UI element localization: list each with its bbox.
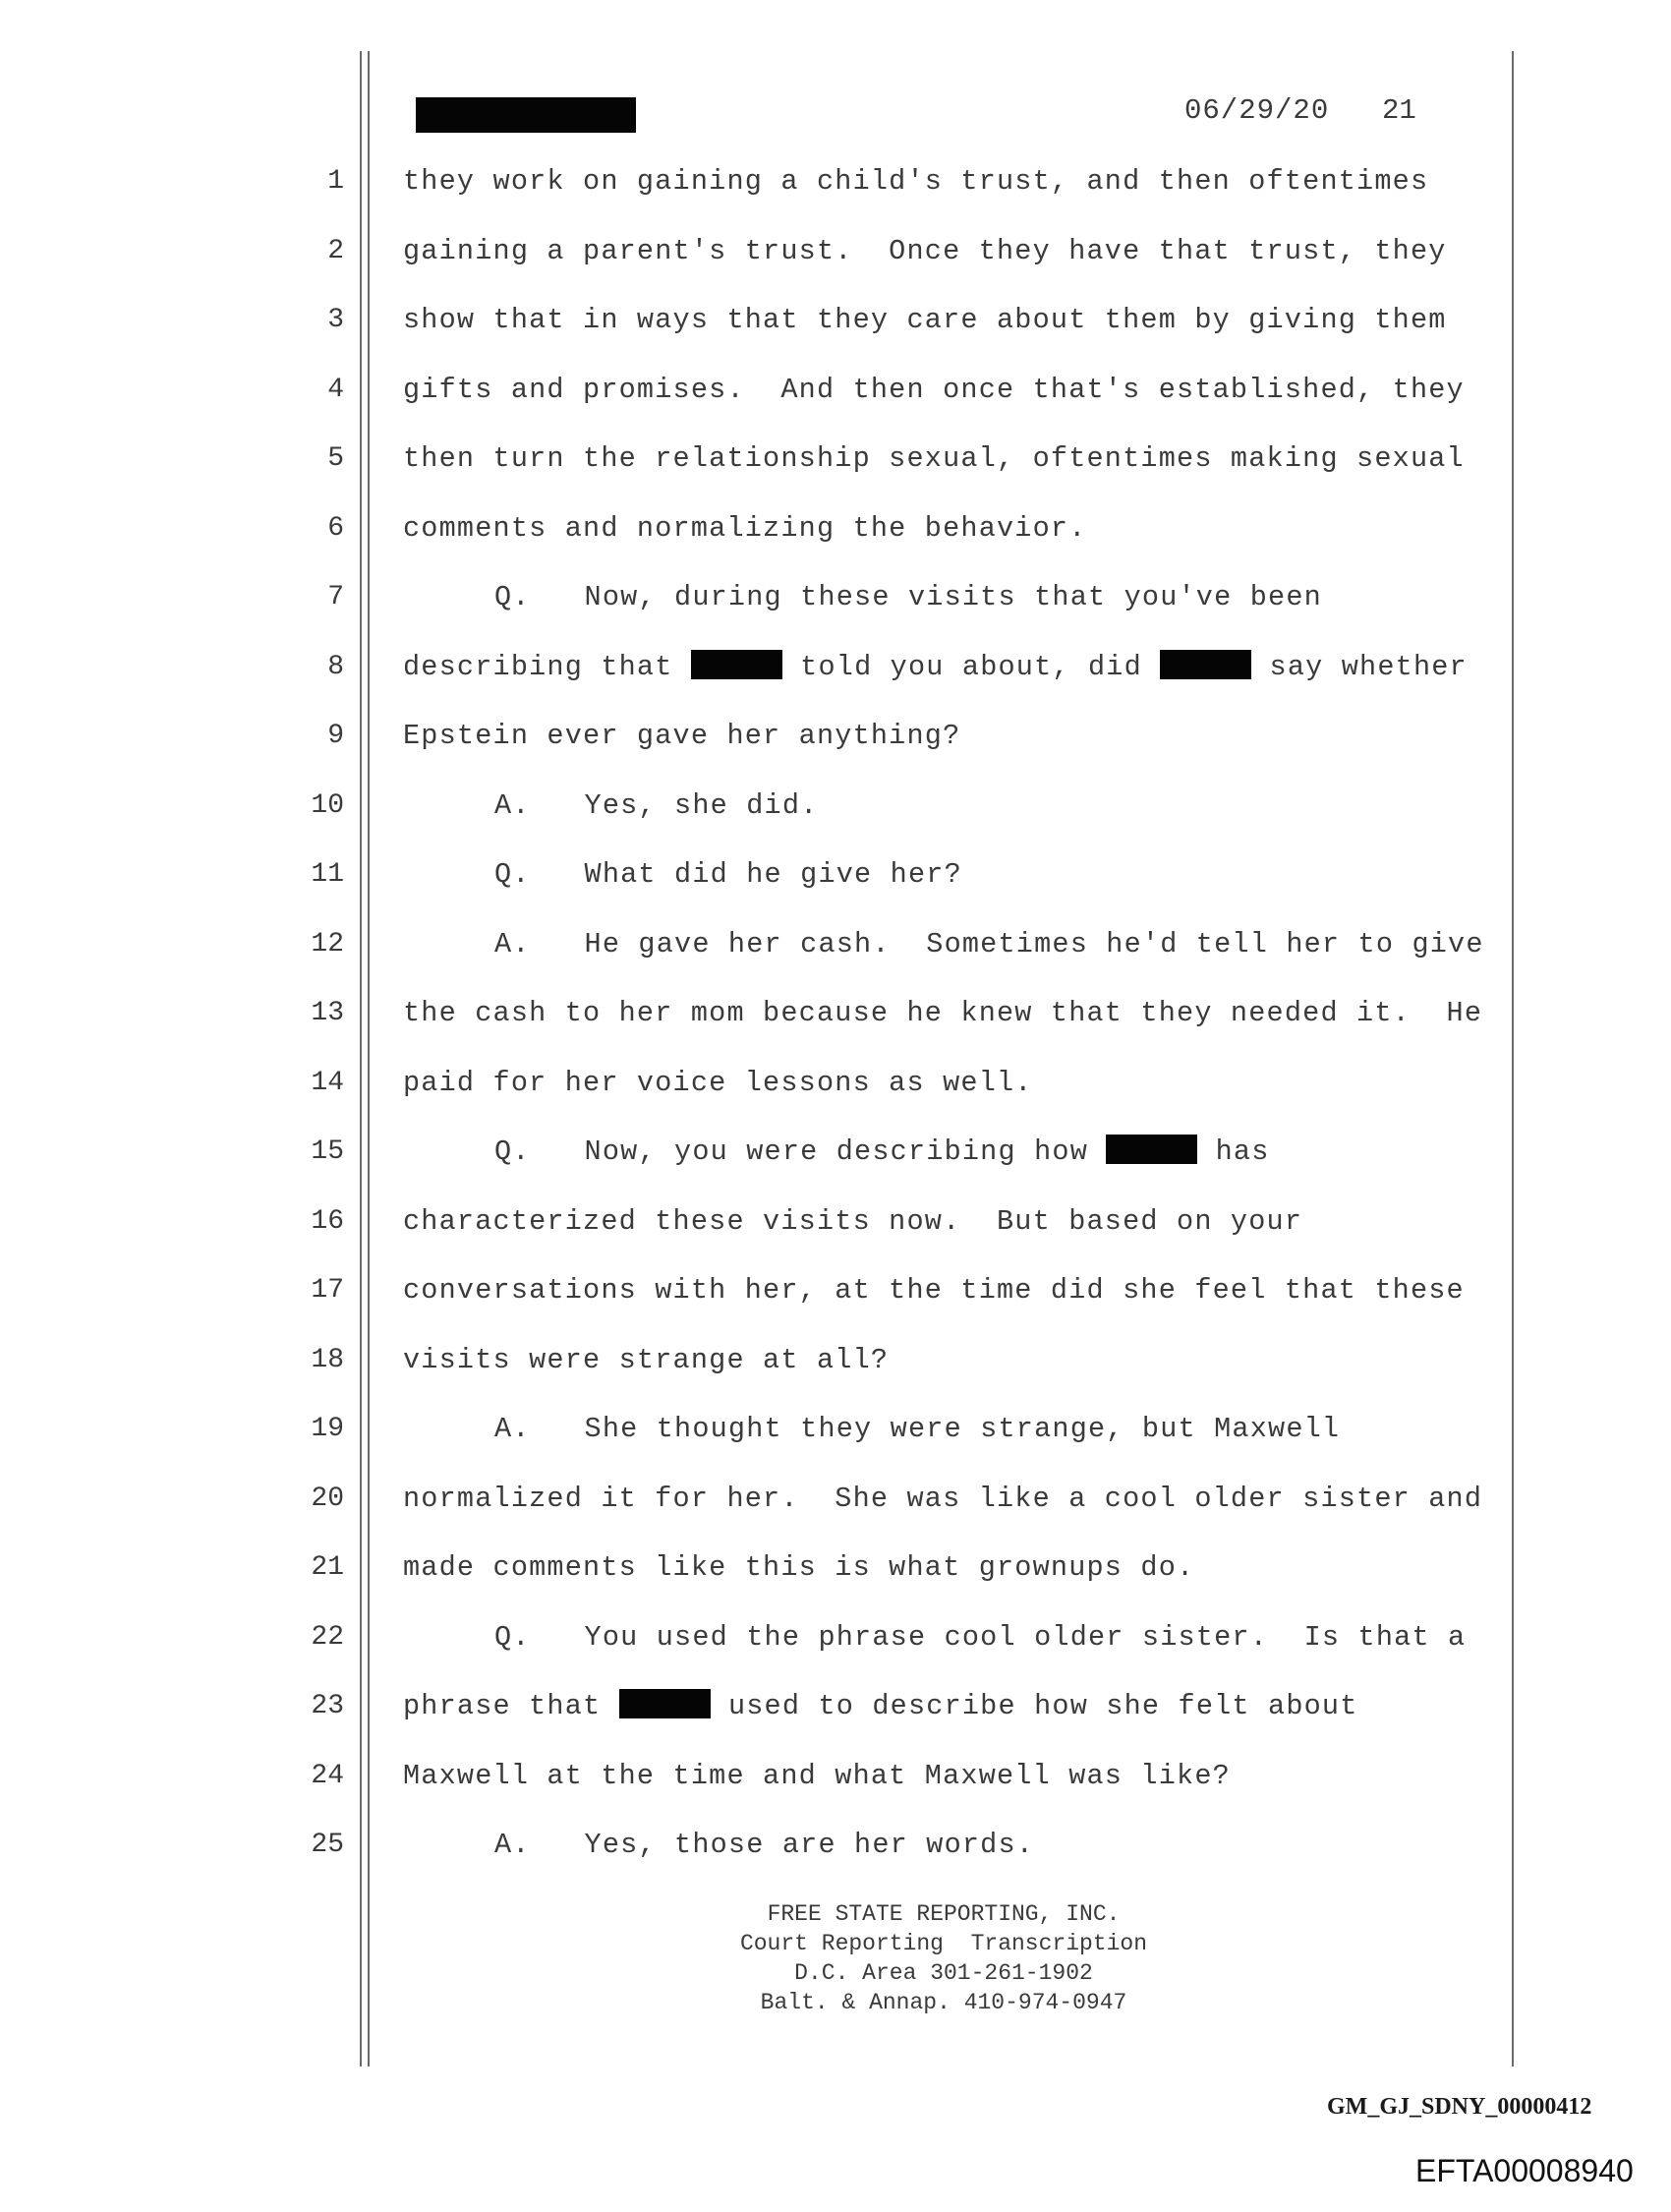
line-text-segment: characterized these visits now. But based on your xyxy=(403,1205,1303,1238)
name-redaction xyxy=(691,650,782,679)
transcript-line xyxy=(403,1410,1595,1449)
transcript-line xyxy=(403,1548,1504,1588)
transcript-line xyxy=(403,1133,1595,1172)
line-text-segment: Q. What did he give her? xyxy=(494,858,962,891)
line-text-segment: told you about, did xyxy=(781,651,1161,683)
line-text-segment: conversations with her, at the time did she feel that these xyxy=(403,1274,1465,1307)
footer-dc-phone: D.C. Area 301-261-1902 xyxy=(794,1960,1093,1986)
bates-number: GM_GJ_SDNY_00000412 xyxy=(1327,2094,1592,2120)
transcript-line xyxy=(403,994,1504,1033)
header-date: 06/29/20 xyxy=(1184,94,1330,127)
reporter-footer xyxy=(609,1899,1278,2017)
line-number: 4 xyxy=(327,375,344,405)
transcript-line xyxy=(403,855,1595,895)
line-number: 8 xyxy=(327,652,344,682)
line-text-segment: comments and normalizing the behavior. xyxy=(403,512,1087,545)
line-text-segment: Q. Now, during these visits that you've been xyxy=(494,581,1322,613)
transcript-line xyxy=(403,1202,1504,1242)
footer-balt-phone: Balt. & Annap. 410-974-0947 xyxy=(760,1990,1127,2015)
line-text-segment: phrase that xyxy=(403,1690,619,1722)
line-text-segment: has xyxy=(1197,1135,1270,1168)
line-number: 22 xyxy=(311,1622,344,1653)
line-text-segment: say whether xyxy=(1251,651,1468,683)
line-number: 7 xyxy=(327,582,344,612)
line-number: 17 xyxy=(311,1275,344,1306)
line-text-segment: they work on gaining a child's trust, and then oftentimes xyxy=(403,165,1429,198)
line-text-segment: paid for her voice lessons as well. xyxy=(403,1067,1033,1099)
line-text-segment: Maxwell at the time and what Maxwell was like? xyxy=(403,1760,1231,1792)
line-number: 1 xyxy=(327,166,344,197)
transcript-line xyxy=(403,509,1504,549)
line-number: 10 xyxy=(311,790,344,821)
transcript-line xyxy=(403,786,1595,826)
line-text-segment: used to describe how she felt about xyxy=(710,1690,1358,1722)
line-number: 14 xyxy=(311,1068,344,1098)
line-text-segment: A. She thought they were strange, but Maxwell xyxy=(494,1413,1341,1445)
line-number: 19 xyxy=(311,1414,344,1444)
transcript-line xyxy=(403,1271,1504,1310)
transcript-line xyxy=(403,301,1504,340)
transcript-line xyxy=(403,1757,1504,1796)
transcript-line xyxy=(403,232,1504,271)
line-text-segment: A. He gave her cash. Sometimes he'd tell her to give xyxy=(494,928,1484,960)
line-text-segment: made comments like this is what grownups do. xyxy=(403,1551,1195,1584)
transcript-line xyxy=(403,1341,1504,1380)
transcript-line xyxy=(403,1826,1595,1865)
transcript-line xyxy=(403,162,1504,202)
line-text-segment: visits were strange at all? xyxy=(403,1344,890,1376)
line-number: 6 xyxy=(327,513,344,544)
line-number: 12 xyxy=(311,929,344,960)
name-redaction xyxy=(619,1689,711,1718)
transcript-line xyxy=(403,925,1595,964)
line-number: 23 xyxy=(311,1691,344,1721)
line-text-segment: Q. You used the phrase cool older sister. Is that a xyxy=(494,1621,1467,1654)
transcript-line xyxy=(403,1480,1504,1519)
page-number: 21 xyxy=(1382,94,1416,127)
line-number: 20 xyxy=(311,1484,344,1514)
line-number: 18 xyxy=(311,1345,344,1375)
line-text-segment: Epstein ever gave her anything? xyxy=(403,720,961,752)
line-number: 5 xyxy=(327,443,344,474)
transcript-line xyxy=(403,578,1595,617)
footer-services: Court Reporting Transcription xyxy=(739,1931,1148,1956)
line-text-segment: Q. Now, you were describing how xyxy=(494,1135,1107,1168)
right-margin-rule xyxy=(1512,51,1514,2066)
transcript-line xyxy=(403,1618,1595,1658)
transcript-line xyxy=(403,439,1504,479)
line-text-segment: describing that xyxy=(403,651,691,683)
line-number: 15 xyxy=(311,1136,344,1167)
line-text-segment: A. Yes, those are her words. xyxy=(494,1829,1035,1861)
transcript-line xyxy=(403,648,1504,687)
line-text-segment: then turn the relationship sexual, oftentimes making sexual xyxy=(403,442,1465,475)
line-number: 9 xyxy=(327,721,344,751)
line-text-segment: A. Yes, she did. xyxy=(494,789,819,822)
line-number: 2 xyxy=(327,236,344,266)
left-margin-rule-inner xyxy=(368,51,370,2066)
line-number: 11 xyxy=(311,859,344,890)
line-number: 24 xyxy=(311,1761,344,1791)
transcript-line xyxy=(403,717,1504,756)
header-redaction-block xyxy=(416,97,636,133)
line-text-segment: gaining a parent's trust. Once they have that trust, they xyxy=(403,235,1447,267)
transcript-line xyxy=(403,371,1504,410)
line-text-segment: show that in ways that they care about them by giving them xyxy=(403,304,1447,336)
line-text-segment: normalized it for her. She was like a cool older sister and xyxy=(403,1483,1483,1515)
line-number: 21 xyxy=(311,1552,344,1583)
name-redaction xyxy=(1106,1135,1197,1164)
line-text-segment: gifts and promises. And then once that's established, they xyxy=(403,374,1465,406)
transcript-line xyxy=(403,1687,1504,1726)
line-number: 25 xyxy=(311,1830,344,1860)
line-number: 16 xyxy=(311,1206,344,1237)
transcript-line xyxy=(403,1064,1504,1103)
line-number: 3 xyxy=(327,305,344,335)
efta-number: EFTA00008940 xyxy=(1415,2153,1634,2188)
line-number: 13 xyxy=(311,998,344,1028)
footer-company: FREE STATE REPORTING, INC. xyxy=(767,1901,1121,1927)
left-margin-rule xyxy=(360,51,362,2066)
line-text-segment: the cash to her mom because he knew that they needed it. He xyxy=(403,997,1483,1029)
name-redaction xyxy=(1160,650,1251,679)
